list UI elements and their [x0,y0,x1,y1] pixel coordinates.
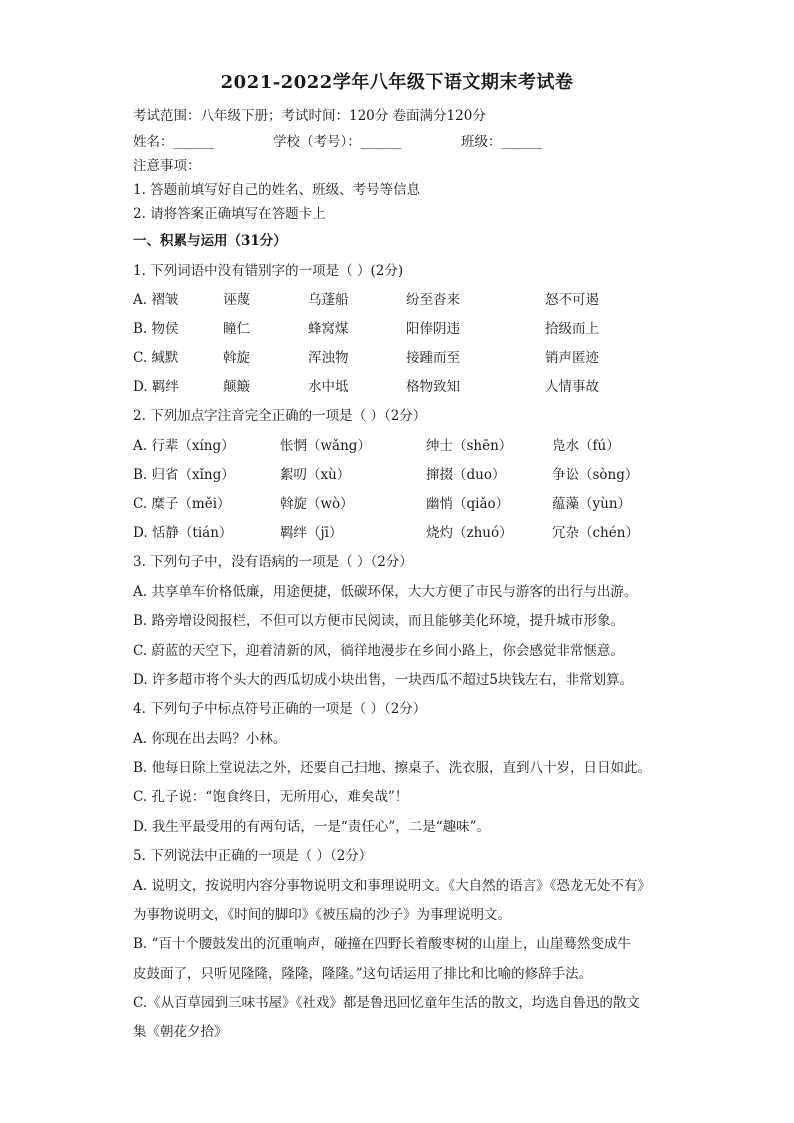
option-cell: 怒不可遏 [545,292,599,308]
option-cell: 争讼（sòng） [552,467,639,483]
option-cell: 瞳仁 [223,321,250,337]
option-cell: 水中坻 [308,379,349,395]
option-text-continued: 集《朝花夕拾》 [133,1024,228,1040]
option-cell: 绅士（shēn） [426,438,513,454]
option-cell: 幽悄（qiǎo） [426,496,510,512]
question-stem: 5. 下列说法中正确的一项是（ ）（2分） [133,848,373,864]
option-text: B. 路旁增设阅报栏，不但可以方便市民阅读，而且能够美化环境，提升城市形象。 [133,613,625,629]
option-text: C.《从百草园到三味书屋》《社戏》都是鲁迅回忆童年生活的散文，均选自鲁迅的散文 [133,995,640,1011]
option-text-continued: 皮鼓面了，只听见隆隆，隆隆，隆隆。”这句话运用了排比和比喻的修辞手法。 [133,966,593,982]
option-cell: 人情事故 [545,379,599,395]
note-item: 2. 请将答案正确填写在答题卡上 [133,206,326,222]
option-cell: 格物致知 [406,379,460,395]
exam-scope: 考试范围：八年级下册；考试时间：120分 卷面满分120分 [133,108,486,124]
option-cell: B. 归省（xǐng） [133,467,235,483]
option-text: A. 共享单车价格低廉，用途便捷，低碳环保，大大方便了市民与游客的出行与出游。 [133,584,638,600]
option-cell: 浑浊物 [308,350,349,366]
option-cell: C. 糜子（měi） [133,496,231,512]
option-cell: A. 行辈（xíng） [133,438,235,454]
option-cell: 斡旋 [223,350,250,366]
option-text: D. 许多超市将个头大的西瓜切成小块出售，一块西瓜不超过5块钱左右，非常划算。 [133,672,634,688]
option-text: B. “百十个腰鼓发出的沉重响声，碰撞在四野长着酸枣树的山崖上，山崖蓦然变成牛 [133,936,631,952]
note-item: 1. 答题前填写好自己的姓名、班级、考号等信息 [133,182,421,198]
option-cell: C. 缄默 [133,350,179,366]
option-cell: 怅惘（wǎng） [280,438,371,454]
option-cell: D. 恬静（tián） [133,525,233,541]
name-field[interactable]: 姓名：______ [133,134,214,150]
option-text: C. 蔚蓝的天空下，迎着清新的风，徜徉地漫步在乡间小路上，你会感觉非常惬意。 [133,643,624,659]
option-cell: 斡旋（wò） [280,496,354,512]
option-cell: 絮叨（xù） [280,467,351,483]
option-text: D. 我生平最受用的有两句话，一是“责任心”，二是“趣味”。 [133,819,491,835]
option-text: A. 你现在出去吗？小林。 [133,731,287,747]
option-text: B. 他每日除上堂说法之外，还要自己扫地、擦桌子、洗衣服，直到八十岁，日日如此。 [133,760,652,776]
option-cell: 乌蓬船 [308,292,349,308]
option-text: C. 孔子说：“饱食终日，无所用心，难矣哉”！ [133,789,409,805]
option-cell: 接踵而至 [406,350,460,366]
option-cell: 诬蔑 [223,292,250,308]
exam-title: 2021-2022学年八年级下语文期末考试卷 [220,72,574,93]
question-stem: 1. 下列词语中没有错别字的一项是（ ）(2分) [133,263,404,279]
option-cell: 颠簸 [223,379,250,395]
notes-title: 注意事项： [133,158,201,174]
option-text: A. 说明文，按说明内容分事物说明文和事理说明文。《大自然的语言》《恐龙无处不有》 [133,878,651,894]
option-cell: 蜂窝煤 [308,321,349,337]
question-stem: 4. 下列句子中标点符号正确的一项是（ ）（2分） [133,701,427,717]
option-cell: 纷至沓来 [406,292,460,308]
option-text-continued: 为事物说明文，《时间的脚印》《被压扁的沙子》为事理说明文。 [133,907,511,923]
option-cell: 阳俸阴违 [406,321,460,337]
option-cell: 凫水（fú） [552,438,620,454]
option-cell: 销声匿迹 [545,350,599,366]
class-field[interactable]: 班级：______ [461,134,542,150]
question-stem: 3. 下列句子中，没有语病的一项是（ ）（2分） [133,554,413,570]
option-cell: 撺掇（duo） [426,467,506,483]
question-stem: 2. 下列加点字注音完全正确的一项是（ ）（2分） [133,408,427,424]
school-field[interactable]: 学校（考号）：______ [273,134,402,150]
option-cell: B. 物侯 [133,321,179,337]
option-cell: 拾级而上 [545,321,599,337]
option-cell: A. 褶皱 [133,292,179,308]
option-cell: 烧灼（zhuó） [426,525,513,541]
option-cell: D. 羁绊 [133,379,179,395]
section-heading: 一、积累与运用（31分） [133,233,287,249]
option-cell: 蕴藻（yùn） [552,496,632,512]
option-cell: 冗杂（chén） [552,525,639,541]
option-cell: 羁绊（jī） [280,525,343,541]
